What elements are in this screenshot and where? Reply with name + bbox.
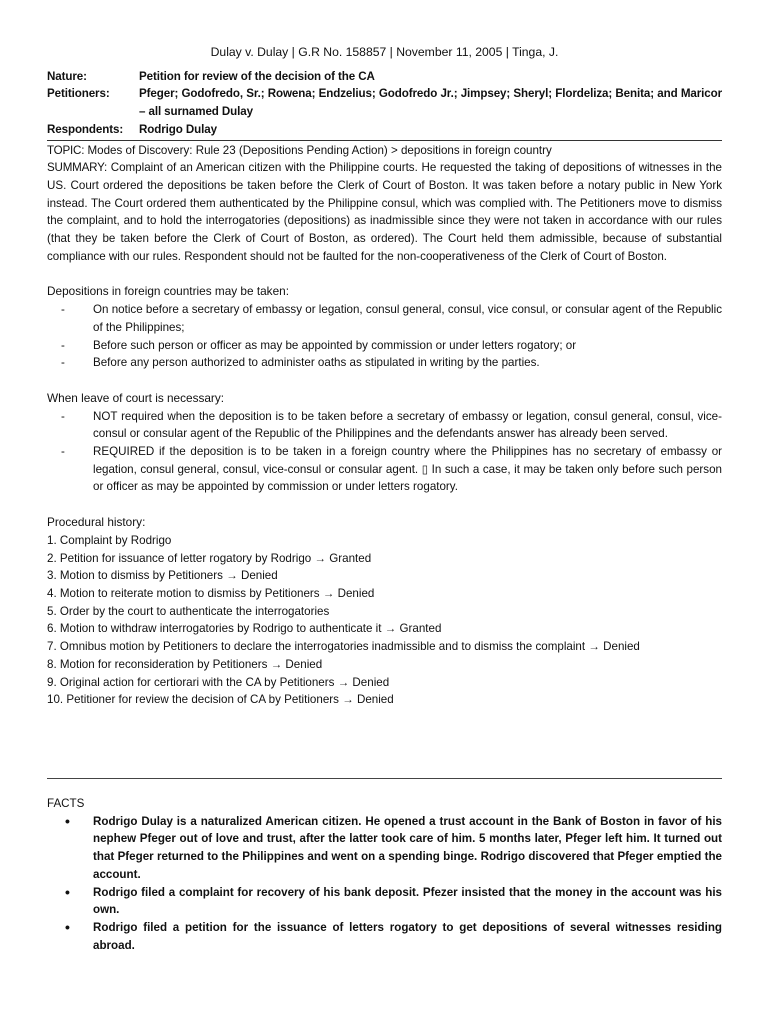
topic-text: Modes of Discovery: Rule 23 (Depositions Pending Action) > depositions in foreign country [84, 143, 552, 157]
depositions-list [47, 301, 722, 372]
list-item: • Rodrigo filed a petition for the issuance of letters rogatory to get depositions of several witnesses residing abroad. [47, 919, 722, 954]
list-item: • Rodrigo Dulay is a naturalized American citizen. He opened a trust account in the Bank of Boston in favor of his nephew Pfeger out of love and trust, after the latter took care of him. 5 months later, Pfeger left him. It turned out that Pfeger returned to the Philippines and went on a spending binge. Rodrigo discovered that Pfeger emptied the account. [47, 813, 722, 884]
list-item: - NOT required when the deposition is to be taken before a secretary of embassy or legation, consul general, consul, vice-consul or consular agent of the Republic of the Philippines and the defendants answer has already been served. [47, 408, 722, 443]
list-item: • Rodrigo filed a complaint for recovery of his bank deposit. Pfezer insisted that the money in the account was his own. [47, 884, 722, 919]
leave-heading: When leave of court is necessary: [47, 390, 225, 405]
list-item: 7. Omnibus motion by Petitioners to declare the interrogatories inadmissible and to dismiss the complaint → Denied [47, 640, 640, 654]
section-divider [47, 778, 722, 779]
topic-label: TOPIC: [47, 143, 85, 157]
petitioners-value: Pfeger; Godofredo, Sr.; Rowena; Endzelius; Godofredo Jr.; Jimpsey; Sheryl; Flordeliza; Benita; and Maricor – all surnamed Dulay [139, 87, 722, 119]
case-digest [47, 44, 722, 709]
facts-section [47, 795, 722, 954]
list-item: - Before any person authorized to administer oaths as stipulated in writing by the parties. [47, 354, 722, 372]
summary [47, 159, 722, 265]
list-item: 3. Motion to dismiss by Petitioners → Denied [47, 569, 278, 583]
list-item: - On notice before a secretary of embassy or legation, consul general, consul, vice consul, or consular agent of the Republic of the Philippines; [47, 301, 722, 336]
topic [47, 142, 722, 160]
list-item: 10. Petitioner for review the decision of CA by Petitioners → Denied [47, 693, 394, 707]
depositions-heading: Depositions in foreign countries may be taken: [47, 284, 289, 299]
list-item: 8. Motion for reconsideration by Petitioners → Denied [47, 657, 323, 671]
procedural-list [47, 532, 722, 709]
case-meta [47, 68, 722, 139]
petitioners-label: Petitioners: [47, 87, 110, 101]
respondents-label: Respondents: [47, 122, 124, 136]
list-item: 6. Motion to withdraw interrogatories by Rodrigo to authenticate it → Granted [47, 622, 442, 636]
list-item: 5. Order by the court to authenticate the interrogatories [47, 604, 330, 618]
summary-label: SUMMARY: [47, 161, 108, 175]
leave-list [47, 408, 722, 497]
nature-value: Petition for review of the decision of the CA [139, 69, 375, 83]
list-item: - Before such person or officer as may be appointed by commission or under letters rogatory; or [47, 337, 722, 355]
summary-text: Complaint of an American citizen with the Philippine courts. He requested the taking of depositions of witnesses in the US. Court ordered the depositions be taken before the Clerk of Court of Boston. It was taken before a notary public in New York instead. The Court ordered them authenticated by the Philippine consul, which was complied with. The Petitioners move to dismiss the complaint, and to hold the interrogatories (depositions) as inadmissible since they were not taken in accordance with our rules (that they be taken before the Clerk of Court of Boston, as ordered). The Court held them admissible, because of substantial compliance with our rules. Respondent should not be faulted for the non-cooperativeness of the Clerk of Court of Boston. [47, 161, 722, 263]
facts-list [47, 813, 722, 955]
list-item: - REQUIRED if the deposition is to be taken in a foreign country where the Philippines has no secretary of embassy or legation, consul general, consul, vice-consul or consular agent. ▯ In such a case, it may be taken only before such person or officer as may be appointed by commission or under letters rogatory. [47, 443, 722, 496]
list-item: 1. Complaint by Rodrigo [47, 533, 172, 547]
case-title: Dulay v. Dulay | G.R No. 158857 | November 11, 2005 | Tinga, J. [210, 45, 559, 59]
respondents-value: Rodrigo Dulay [139, 122, 217, 136]
procedural-heading: Procedural history: [47, 515, 146, 530]
list-item: 9. Original action for certiorari with the CA by Petitioners → Denied [47, 675, 390, 689]
nature-label: Nature: [47, 69, 87, 83]
divider [47, 140, 722, 141]
list-item: 4. Motion to reiterate motion to dismiss by Petitioners → Denied [47, 586, 375, 600]
facts-heading: FACTS [47, 797, 85, 810]
list-item: 2. Petition for issuance of letter rogatory by Rodrigo → Granted [47, 551, 372, 565]
